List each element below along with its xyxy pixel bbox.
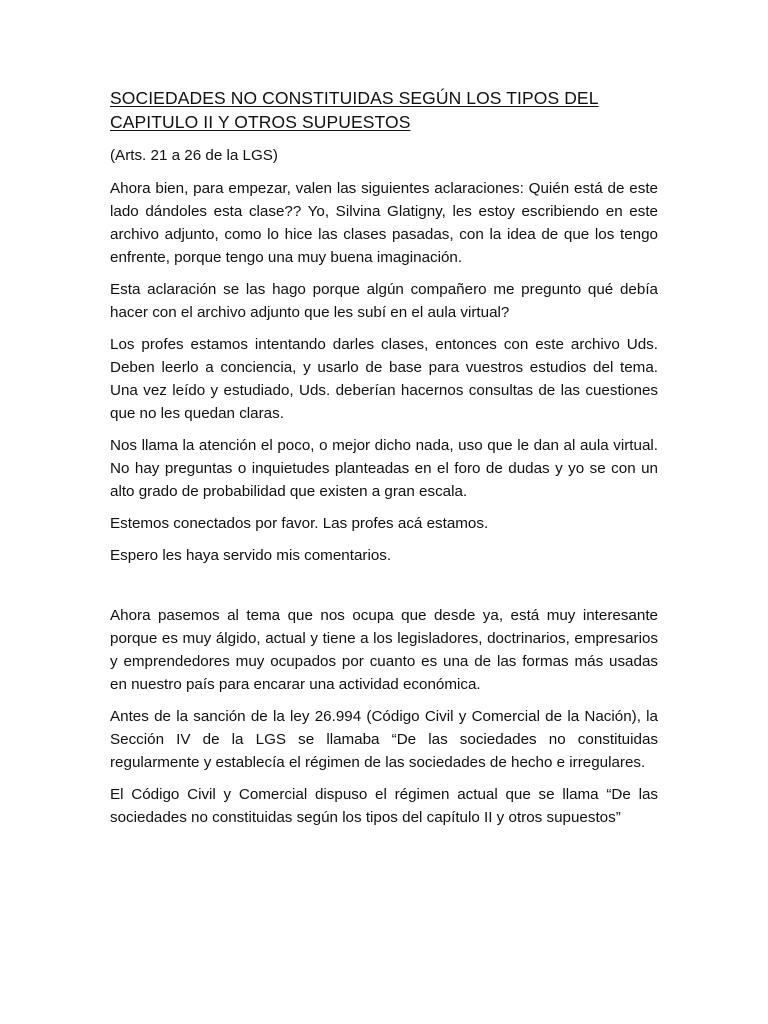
paragraph-intro-1: Ahora bien, para empezar, valen las siguientes aclaraciones: Quién está de este lado dándoles esta clase?? Yo, Silvina Glatigny, les estoy escribiendo en este archivo adjunto, como lo hice las clases pasadas, con la idea de que los tengo enfrente, porque tengo una muy buena imaginación. xyxy=(110,180,658,266)
paragraph-topic-3: El Código Civil y Comercial dispuso el régimen actual que se llama “De las sociedades no constituidas según los tipos del capítulo II y otros supuestos” xyxy=(110,786,658,826)
paragraph-intro-4: Nos llama la atención el poco, o mejor dicho nada, uso que le dan al aula virtual. No hay preguntas o inquietudes planteadas en el foro de dudas y yo se con un alto grado de probabilidad que existen a gran escala. xyxy=(110,437,658,500)
paragraph-intro-5: Estemos conectados por favor. Las profes acá estamos. xyxy=(110,515,489,532)
section-spacer xyxy=(110,576,658,604)
document-subtitle: (Arts. 21 a 26 de la LGS) xyxy=(110,147,278,164)
document-page xyxy=(110,86,658,838)
paragraph-topic-2: Antes de la sanción de la ley 26.994 (Código Civil y Comercial de la Nación), la Sección IV de la LGS se llamaba “De las sociedades no constituidas regularmente y establecía el régimen de las sociedades de hecho e irregulares. xyxy=(110,708,658,771)
paragraph-intro-2: Esta aclaración se las hago porque algún compañero me pregunto qué debía hacer con el archivo adjunto que les subí en el aula virtual? xyxy=(110,281,658,321)
document-title: SOCIEDADES NO CONSTITUIDAS SEGÚN LOS TIPOS DEL CAPITULO II Y OTROS SUPUESTOS xyxy=(110,88,599,132)
paragraph-topic-1: Ahora pasemos al tema que nos ocupa que desde ya, está muy interesante porque es muy álgido, actual y tiene a los legisladores, doctrinarios, empresarios y emprendedores muy ocupados por cuanto es una de las formas más usadas en nuestro país para encarar una actividad económica. xyxy=(110,607,658,693)
paragraph-intro-6: Espero les haya servido mis comentarios. xyxy=(110,547,392,564)
paragraph-intro-3: Los profes estamos intentando darles clases, entonces con este archivo Uds. Deben leerlo a conciencia, y usarlo de base para vuestros estudios del tema. Una vez leído y estudiado, Uds. deberían hacernos consultas de las cuestiones que no les quedan claras. xyxy=(110,336,658,422)
